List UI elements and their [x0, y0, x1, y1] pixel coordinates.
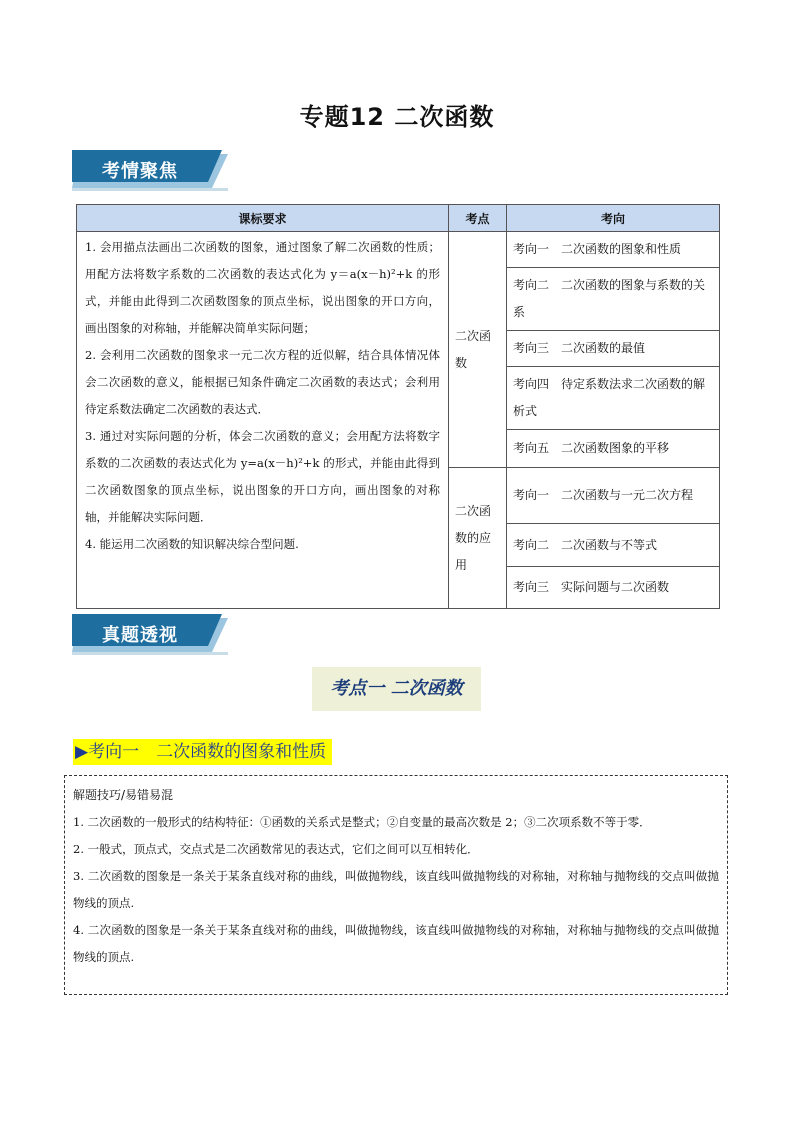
requirement-3: 3. 通过对实际问题的分析，体会二次函数的意义；会用配方法将数字系数的二次函数的表达式化为 y=a(x－h)²+k 的形式，并能由此得到二次函数图象的顶点坐标，说出图象的开口方向，画出图象的对称轴，并能解决实际问题．: [85, 429, 440, 524]
tip-1: 1. 二次函数的一般形式的结构特征：①函数的关系式是整式；②自变量的最高次数是 2；③二次项系数不等于零．: [73, 815, 651, 829]
page-title: 专题12 二次函数: [299, 103, 495, 131]
header-curriculum: 课标要求: [77, 205, 449, 232]
section-badge: 考点一 二次函数: [312, 667, 481, 711]
direction-heading: ▶考向一 二次函数的图象和性质: [73, 739, 332, 765]
header-point: 考点: [449, 205, 507, 232]
point-quadratic: 二次函数: [449, 232, 507, 468]
banner-real-exam-label: 真题透视: [102, 625, 178, 646]
banner-real-exam: [72, 612, 228, 656]
tips-box: [64, 775, 728, 995]
tips-title: 解题技巧/易错易混: [73, 788, 174, 802]
tip-4: 4. 二次函数的图象是一条关于某条直线对称的曲线，叫做抛物线，该直线叫做抛物线的对称轴，对称轴与抛物线的交点叫做抛物线的顶点.: [73, 923, 719, 964]
tip-3: 3. 二次函数的图象是一条关于某条直线对称的曲线，叫做抛物线，该直线叫做抛物线的对称轴，对称轴与抛物线的交点叫做抛物线的顶点.: [73, 869, 719, 910]
direction-1-4: 考向四 待定系数法求二次函数的解析式: [507, 367, 720, 430]
banner-exam-focus-label: 考情聚焦: [102, 161, 178, 182]
requirement-4: 4. 能运用二次函数的知识解决综合型问题.: [85, 537, 299, 551]
banner-exam-focus: [72, 148, 228, 192]
point-application: 二次函数的应用: [449, 468, 507, 609]
direction-2-1: 考向一 二次函数与一元二次方程: [507, 468, 720, 524]
tip-2: 2. 一般式，顶点式，交点式是二次函数常见的表达式，它们之间可以互相转化．: [73, 842, 479, 856]
direction-1-3: 考向三 二次函数的最值: [507, 331, 720, 367]
header-direction: 考向: [507, 205, 720, 232]
requirements-table: [76, 204, 720, 609]
direction-2-2: 考向二 二次函数与不等式: [507, 524, 720, 567]
direction-1-2: 考向二 二次函数的图象与系数的关系: [507, 268, 720, 331]
requirement-1: 1. 会用描点法画出二次函数的图象，通过图象了解二次函数的性质；用配方法将数字系数的二次函数的表达式化为 y＝a(x－h)²+k 的形式，并能由此得到二次函数图象的顶点坐标，说出图象的开口方向，画出图象的对称轴，并能解决简单实际问题；: [85, 240, 440, 335]
direction-1-5: 考向五 二次函数图象的平移: [507, 430, 720, 468]
requirement-2: 2. 会利用二次函数的图象求一元二次方程的近似解，结合具体情况体会二次函数的意义，能根据已知条件确定二次函数的表达式；会利用待定系数法确定二次函数的表达式．: [85, 348, 440, 416]
requirements-cell: [77, 232, 449, 609]
direction-1-1: 考向一 二次函数的图象和性质: [507, 232, 720, 268]
direction-2-3: 考向三 实际问题与二次函数: [507, 567, 720, 609]
